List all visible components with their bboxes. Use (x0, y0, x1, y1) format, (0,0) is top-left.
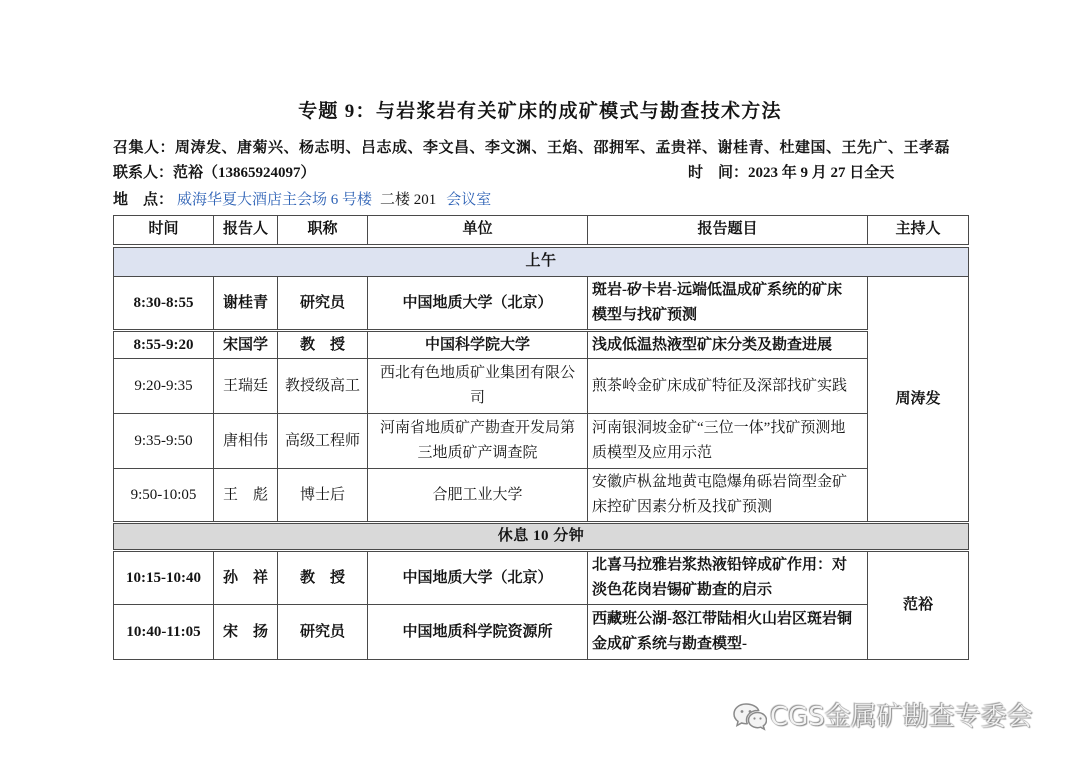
host-cell: 周涛发 (868, 277, 969, 523)
topic-cell (588, 414, 868, 469)
topic-text: 西藏班公湖-怒江带陆相火山岩区斑岩铜金成矿系统与勘查模型- (592, 611, 852, 652)
rank-cell: 高级工程师 (278, 414, 368, 469)
conveners-line (113, 137, 950, 159)
location-line (113, 189, 491, 211)
topic-text: 煎茶岭金矿床成矿特征及深部找矿实践 (592, 377, 848, 394)
table-row (114, 331, 969, 359)
unit-cell (368, 359, 588, 414)
unit-cell (368, 605, 588, 660)
conveners-names: 周涛发、唐菊兴、杨志明、吕志成、李文昌、李文渊、王焰、邵拥军、孟贵祥、谢桂青、杜建国、王先广、王孝磊 (175, 140, 951, 156)
speaker-cell: 唐相伟 (214, 414, 278, 469)
contact-value: 范裕（13865924097） (173, 165, 316, 181)
rank-cell: 研究员 (278, 277, 368, 331)
break-label: 休息 10 分钟 (114, 523, 969, 551)
header-time: 时间 (114, 216, 214, 246)
unit-text: 中国科学院大学 (424, 336, 530, 353)
header-host: 主持人 (868, 216, 969, 246)
speaker-cell: 宋 扬 (214, 605, 278, 660)
speaker-cell: 王瑞廷 (214, 359, 278, 414)
time-value: 2023 年 9 月 27 日全天 (748, 165, 895, 181)
table-row (114, 359, 969, 414)
topic-text: 河南银洞坡金矿“三位一体”找矿预测地质模型及应用示范 (592, 420, 846, 461)
topic-cell (588, 277, 868, 331)
table-row (114, 605, 969, 660)
wechat-icon (733, 702, 767, 732)
header-speaker: 报告人 (214, 216, 278, 246)
time-cell: 9:35-9:50 (114, 414, 214, 469)
speaker-cell: 宋国学 (214, 331, 278, 359)
unit-text: 西北有色地质矿业集团有限公司 (379, 365, 575, 406)
unit-text: 河南省地质矿产勘查开发局第三地质矿产调查院 (379, 420, 575, 461)
speaker-cell: 谢桂青 (214, 277, 278, 331)
table-header-row (114, 216, 969, 246)
topic-cell (588, 551, 868, 605)
topic-text: 浅成低温热液型矿床分类及勘查进展 (592, 336, 833, 353)
time-cell: 10:40-11:05 (114, 605, 214, 660)
rank-cell: 教 授 (278, 551, 368, 605)
table-row (114, 414, 969, 469)
unit-cell (368, 414, 588, 469)
unit-cell (368, 277, 588, 331)
time-cell: 10:15-10:40 (114, 551, 214, 605)
rank-cell: 研究员 (278, 605, 368, 660)
page-title: 专题 9：与岩浆岩有关矿床的成矿模式与勘查技术方法 (298, 101, 782, 122)
session-morning-label: 上午 (114, 246, 969, 277)
location-floor-room: 二楼 201 (380, 192, 437, 208)
contact-line (113, 162, 316, 184)
header-rank: 职称 (278, 216, 368, 246)
break-row (114, 523, 969, 551)
time-cell: 9:20-9:35 (114, 359, 214, 414)
watermark-text: CGS金属矿勘查专委会 (770, 702, 1033, 732)
table-row (114, 551, 969, 605)
header-unit: 单位 (368, 216, 588, 246)
time-cell: 8:55-9:20 (114, 331, 214, 359)
unit-cell (368, 469, 588, 523)
speaker-cell: 孙 祥 (214, 551, 278, 605)
unit-cell (368, 331, 588, 359)
location-venue: 威海华夏大酒店主会场 6 号楼 (177, 192, 373, 208)
rank-cell: 教 授 (278, 331, 368, 359)
location-room-type: 会议室 (446, 192, 492, 208)
unit-cell (368, 551, 588, 605)
time-cell: 9:50-10:05 (114, 469, 214, 523)
conveners-label: 召集人： (113, 140, 176, 156)
unit-text: 中国地质大学（北京） (402, 294, 553, 311)
speaker-cell: 王 彪 (214, 469, 278, 523)
topic-text: 安徽庐枞盆地黄屯隐爆角砾岩筒型金矿床控矿因素分析及找矿预测 (592, 474, 848, 515)
rank-cell: 博士后 (278, 469, 368, 523)
table-row (114, 277, 969, 331)
topic-text: 斑岩-矽卡岩-远端低温成矿系统的矿床模型与找矿预测 (592, 282, 842, 323)
header-topic: 报告题目 (588, 216, 868, 246)
location-label: 地 点： (113, 192, 174, 208)
topic-cell (588, 469, 868, 523)
schedule-table (113, 215, 969, 660)
time-cell: 8:30-8:55 (114, 277, 214, 331)
unit-text: 中国地质科学院资源所 (402, 623, 553, 640)
contact-label: 联系人： (113, 165, 174, 181)
rank-cell: 教授级高工 (278, 359, 368, 414)
topic-text: 北喜马拉雅岩浆热液铅锌成矿作用：对淡色花岗岩锡矿勘查的启示 (592, 557, 848, 598)
topic-cell (588, 605, 868, 660)
time-line (688, 162, 894, 184)
unit-text: 合肥工业大学 (432, 486, 523, 503)
topic-cell (588, 331, 868, 359)
unit-text: 中国地质大学（北京） (402, 569, 553, 586)
session-row-morning (114, 246, 969, 277)
host-cell: 范裕 (868, 551, 969, 660)
topic-cell (588, 359, 868, 414)
table-row (114, 469, 969, 523)
time-label: 时 间： (688, 165, 749, 181)
